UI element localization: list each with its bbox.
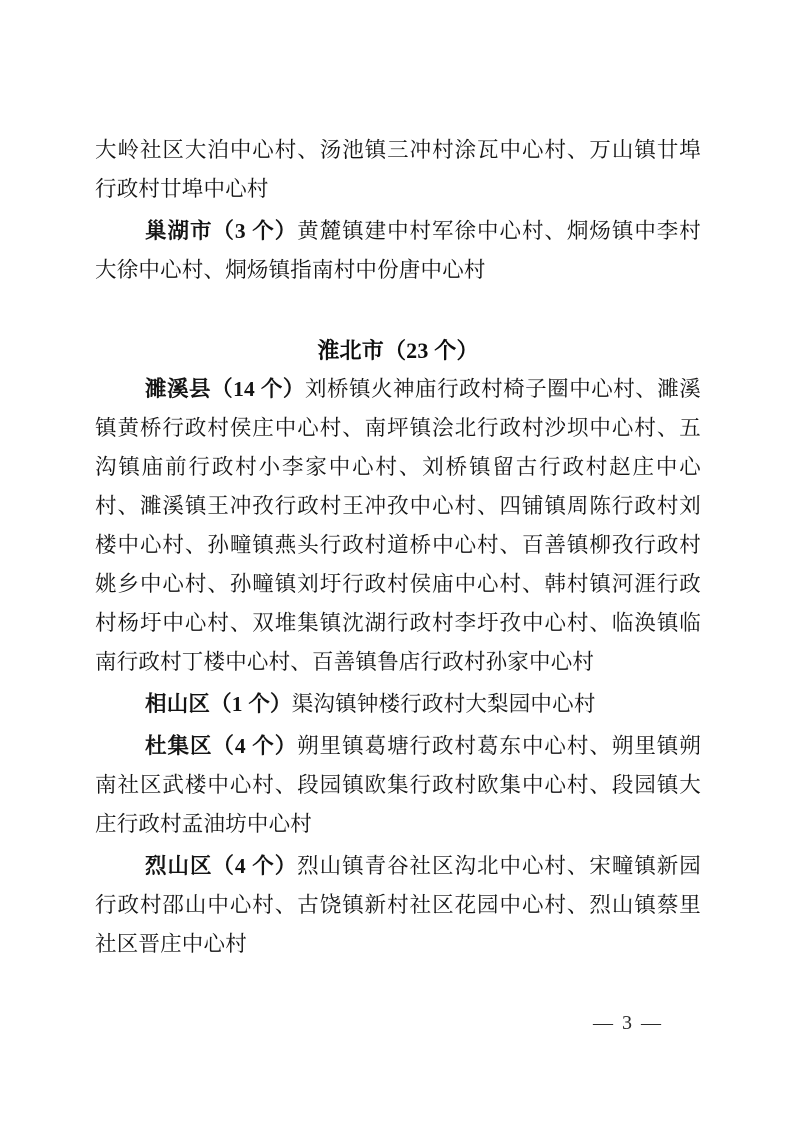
page-number: — 3 — [593, 1012, 663, 1034]
page-footer [593, 1010, 663, 1036]
paragraph [95, 370, 701, 682]
paragraph-text: 朔里镇葛塘行政村葛东中心村、朔里镇朔南社区武楼中心村、段园镇欧集行政村欧集中心村、段园镇大庄行政村孟油坊中心村 [95, 734, 701, 836]
paragraph [95, 131, 701, 209]
paragraph-text: 黄麓镇建中村军徐中心村、烔炀镇中李村大徐中心村、烔炀镇指南村中份唐中心村 [95, 219, 701, 282]
paragraph [95, 847, 701, 964]
paragraph [95, 212, 701, 290]
paragraph-text: 大岭社区大泊中心村、汤池镇三冲村涂瓦中心村、万山镇廿埠行政村廿埠中心村 [95, 138, 701, 201]
paragraph [95, 685, 701, 724]
paragraph [95, 727, 701, 844]
county-count-label: 濉溪县（14 个） [145, 377, 305, 401]
county-count-label: 烈山区（4 个） [145, 854, 298, 878]
paragraph-text: 刘桥镇火神庙行政村椅子圈中心村、濉溪镇黄桥行政村侯庄中心村、南坪镇浍北行政村沙坝中心村、五沟镇庙前行政村小李家中心村、刘桥镇留古行政村赵庄中心村、濉溪镇王冲孜行政村王冲孜中心村、四铺镇周陈行政村刘楼中心村、孙疃镇燕头行政村道桥中心村、百善镇柳孜行政村姚乡中心村、孙疃镇刘圩行政村侯庙中心村、韩村镇河涯行政村杨圩中心村、双堆集镇沈湖行政村李圩孜中心村、临涣镇临南行政村丁楼中心村、百善镇鲁店行政村孙家中心村 [95, 377, 701, 674]
county-count-label: 巢湖市（3 个） [145, 219, 298, 243]
paragraph-text: 烈山镇青谷社区沟北中心村、宋疃镇新园行政村邵山中心村、古饶镇新村社区花园中心村、烈山镇蔡里社区晋庄中心村 [95, 854, 701, 956]
county-count-label: 相山区（1 个） [145, 692, 292, 716]
document-content [95, 131, 701, 967]
paragraph-text: 渠沟镇钟楼行政村大梨园中心村 [291, 692, 596, 716]
section-heading: 淮北市（23 个） [317, 338, 479, 363]
county-count-label: 杜集区（4 个） [145, 734, 298, 758]
